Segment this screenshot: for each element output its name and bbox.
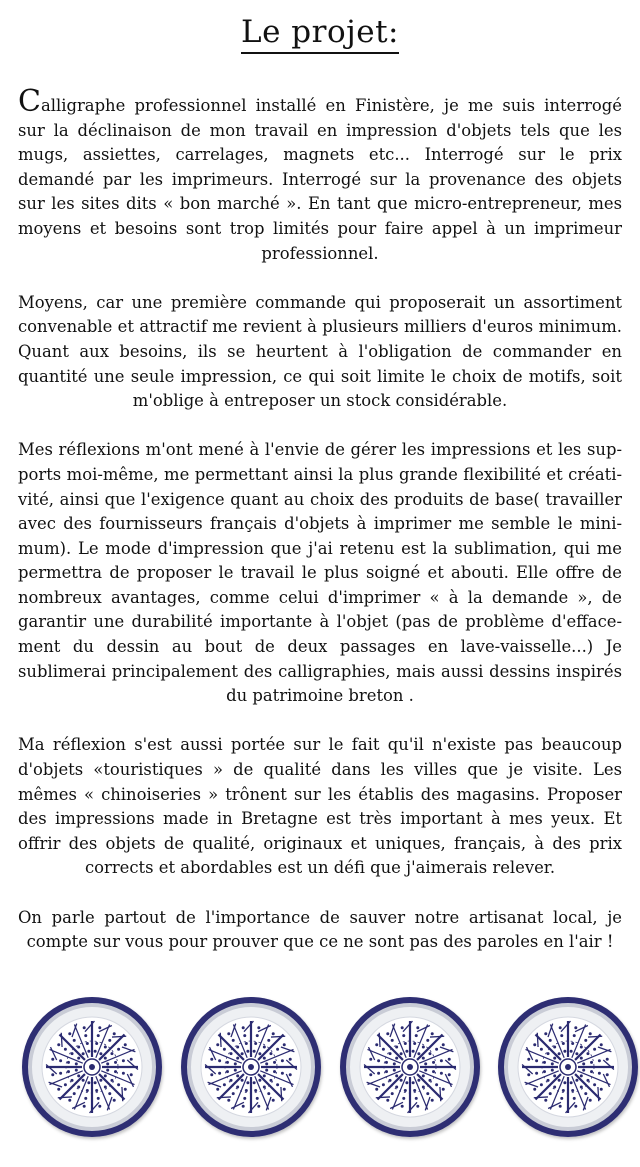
paragraph-intro <box>18 84 622 266</box>
decorated-plate-icon <box>181 997 321 1137</box>
project-description <box>18 84 622 979</box>
paragraph-means <box>18 291 622 414</box>
page-title: Le projet: <box>241 14 399 54</box>
paragraph-text: Moyens, car une première commande qui proposerait un assortiment convenable et attractif me revient à plusieurs milliers d'euros minimum. Quant aux besoins, ils se heurtent à l'obligation de commander en quantité une seule impression, ce qui soit limite le choix de motifs, soit m'oblige à entreposer un stock considérable. <box>18 292 622 411</box>
paragraph-reflections <box>18 438 622 709</box>
paragraph-tourism <box>18 733 622 881</box>
plate-pattern <box>22 997 162 1137</box>
paragraph-text: On parle partout de l'importance de sauver notre artisanat local, je compte sur vous pour prouver que ce ne sont pas des paroles en l'air ! <box>18 907 622 952</box>
paragraph-text: Mes réflexions m'ont mené à l'envie de gérer les impressions et les supports moi-même, me permettant ainsi la plus grande flexibilité et créativité, ainsi que l'exigence quant au choix des produits de base( travailler avec des fournisseurs français d'objets à imprimer me semble le minimum). Le mode d'impression que j'ai retenu est la sublimation, qui me permettra de proposer le travail le plus soigné et abouti. Elle offre de nombreux avantages, comme celui d'imprimer « à la demande », de garantir une durabilité importante à l'objet (pas de problème d'effacement du dessin au bout de deux passages en lave-vaisselle...) Je sublimerai principalement des calligraphies, mais aussi dessins inspirés du patrimoine breton . <box>18 440 622 706</box>
paragraph-local-craft <box>18 906 622 955</box>
plate-pattern <box>340 997 480 1137</box>
decorated-plate-icon <box>340 997 480 1137</box>
plates-gallery <box>0 994 640 1154</box>
paragraph-text: Ma réflexion s'est aussi portée sur le fait qu'il n'existe pas beaucoup d'objets «touristiques » de qualité dans les villes que je visite. Les mêmes « chinoiseries » trônent sur les établis des magasins. Proposer des impressions made in Bretagne est très important à mes yeux. Et offrir des objets de qualité, originaux et uniques, français, à des prix corrects et abordables est un défi que j'aimerais relever. <box>18 735 622 878</box>
paragraph-text: alligraphe professionnel installé en Finistère, je me suis interrogé sur la déclinaison de mon travail en impression d'objets tels que les mugs, assiettes, carrelages, magnets etc... Interrogé sur le prix demandé par les imprimeurs. Interrogé sur la provenance des objets sur les sites dits « bon marché ». En tant que micro-entrepreneur, mes moyens et besoins sont trop limités pour faire appel à un imprimeur professionnel. <box>18 96 622 263</box>
plate-pattern <box>181 997 321 1137</box>
plate-pattern <box>498 997 638 1137</box>
page-title-wrap <box>0 14 640 54</box>
decorated-plate-icon <box>498 997 638 1137</box>
drop-cap: C <box>18 84 41 119</box>
decorated-plate-icon <box>22 997 162 1137</box>
